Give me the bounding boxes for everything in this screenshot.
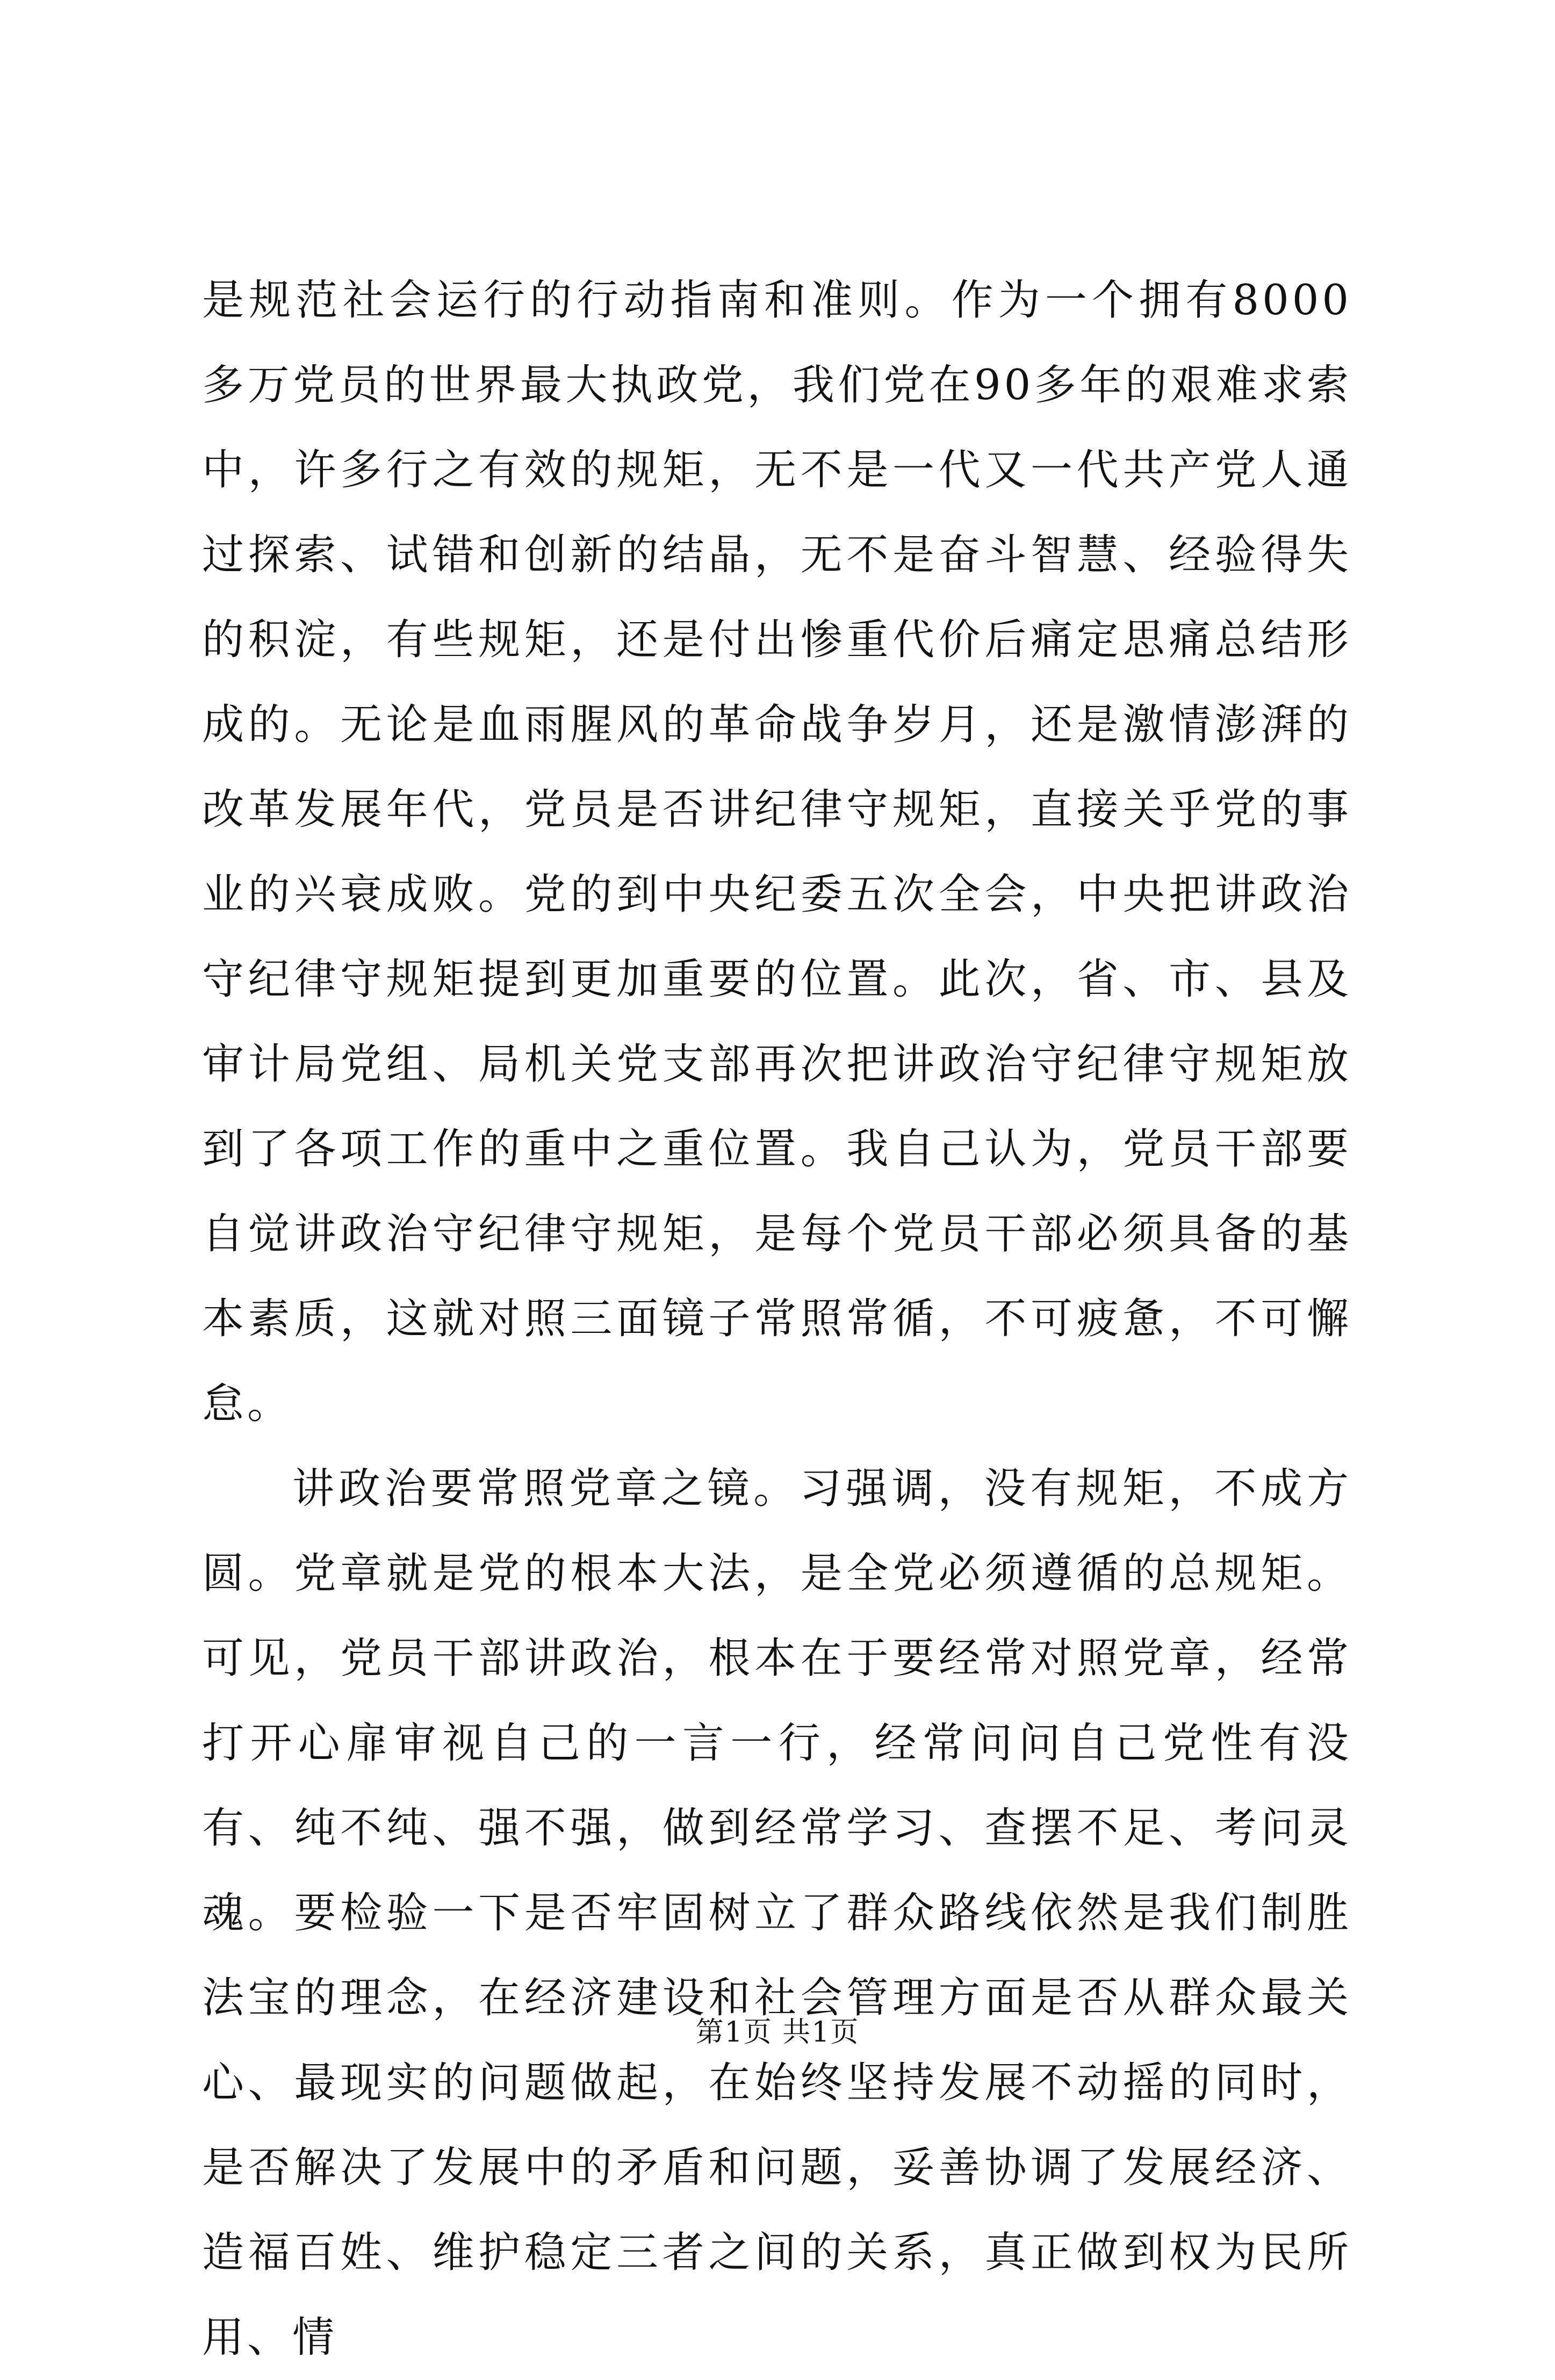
document-body	[202, 258, 1352, 2380]
paragraph-2: 讲政治要常照党章之镜。习强调，没有规矩，不成方圆。党章就是党的根本大法，是全党必须遵循的总规矩。可见，党员干部讲政治，根本在于要经常对照党章，经常打开心扉审视自己的一言一行，经常问问自己党性有没有、纯不纯、强不强，做到经常学习、查摆不足、考问灵魂。要检验一下是否牢固树立了群众路线依然是我们制胜法宝的理念，在经济建设和社会管理方面是否从群众最关心、最现实的问题做起，在始终坚持发展不动摇的同时，是否解决了发展中的矛盾和问题，妥善协调了发展经济、造福百姓、维护稳定三者之间的关系，真正做到权为民所用、情	[202, 1465, 1352, 2362]
page-number-footer: 第1页 共1页	[695, 2016, 860, 2049]
paragraph-1: 是规范社会运行的行动指南和准则。作为一个拥有8000多万党员的世界最大执政党，我们党在90多年的艰难求索中，许多行之有效的规矩，无不是一代又一代共产党人通过探索、试错和创新的结晶，无不是奋斗智慧、经验得失的积淀，有些规矩，还是付出惨重代价后痛定思痛总结形成的。无论是血雨腥风的革命战争岁月，还是激情澎湃的改革发展年代，党员是否讲纪律守规矩，直接关乎党的事业的兴衰成败。党的到中央纪委五次全会，中央把讲政治守纪律守规矩提到更加重要的位置。此次，省、市、县及审计局党组、局机关党支部再次把讲政治守纪律守规矩放到了各项工作的重中之重位置。我自己认为，党员干部要自觉讲政治守纪律守规矩，是每个党员干部必须具备的基本素质，这就对照三面镜子常照常循，不可疲惫，不可懈怠。	[202, 276, 1352, 1428]
